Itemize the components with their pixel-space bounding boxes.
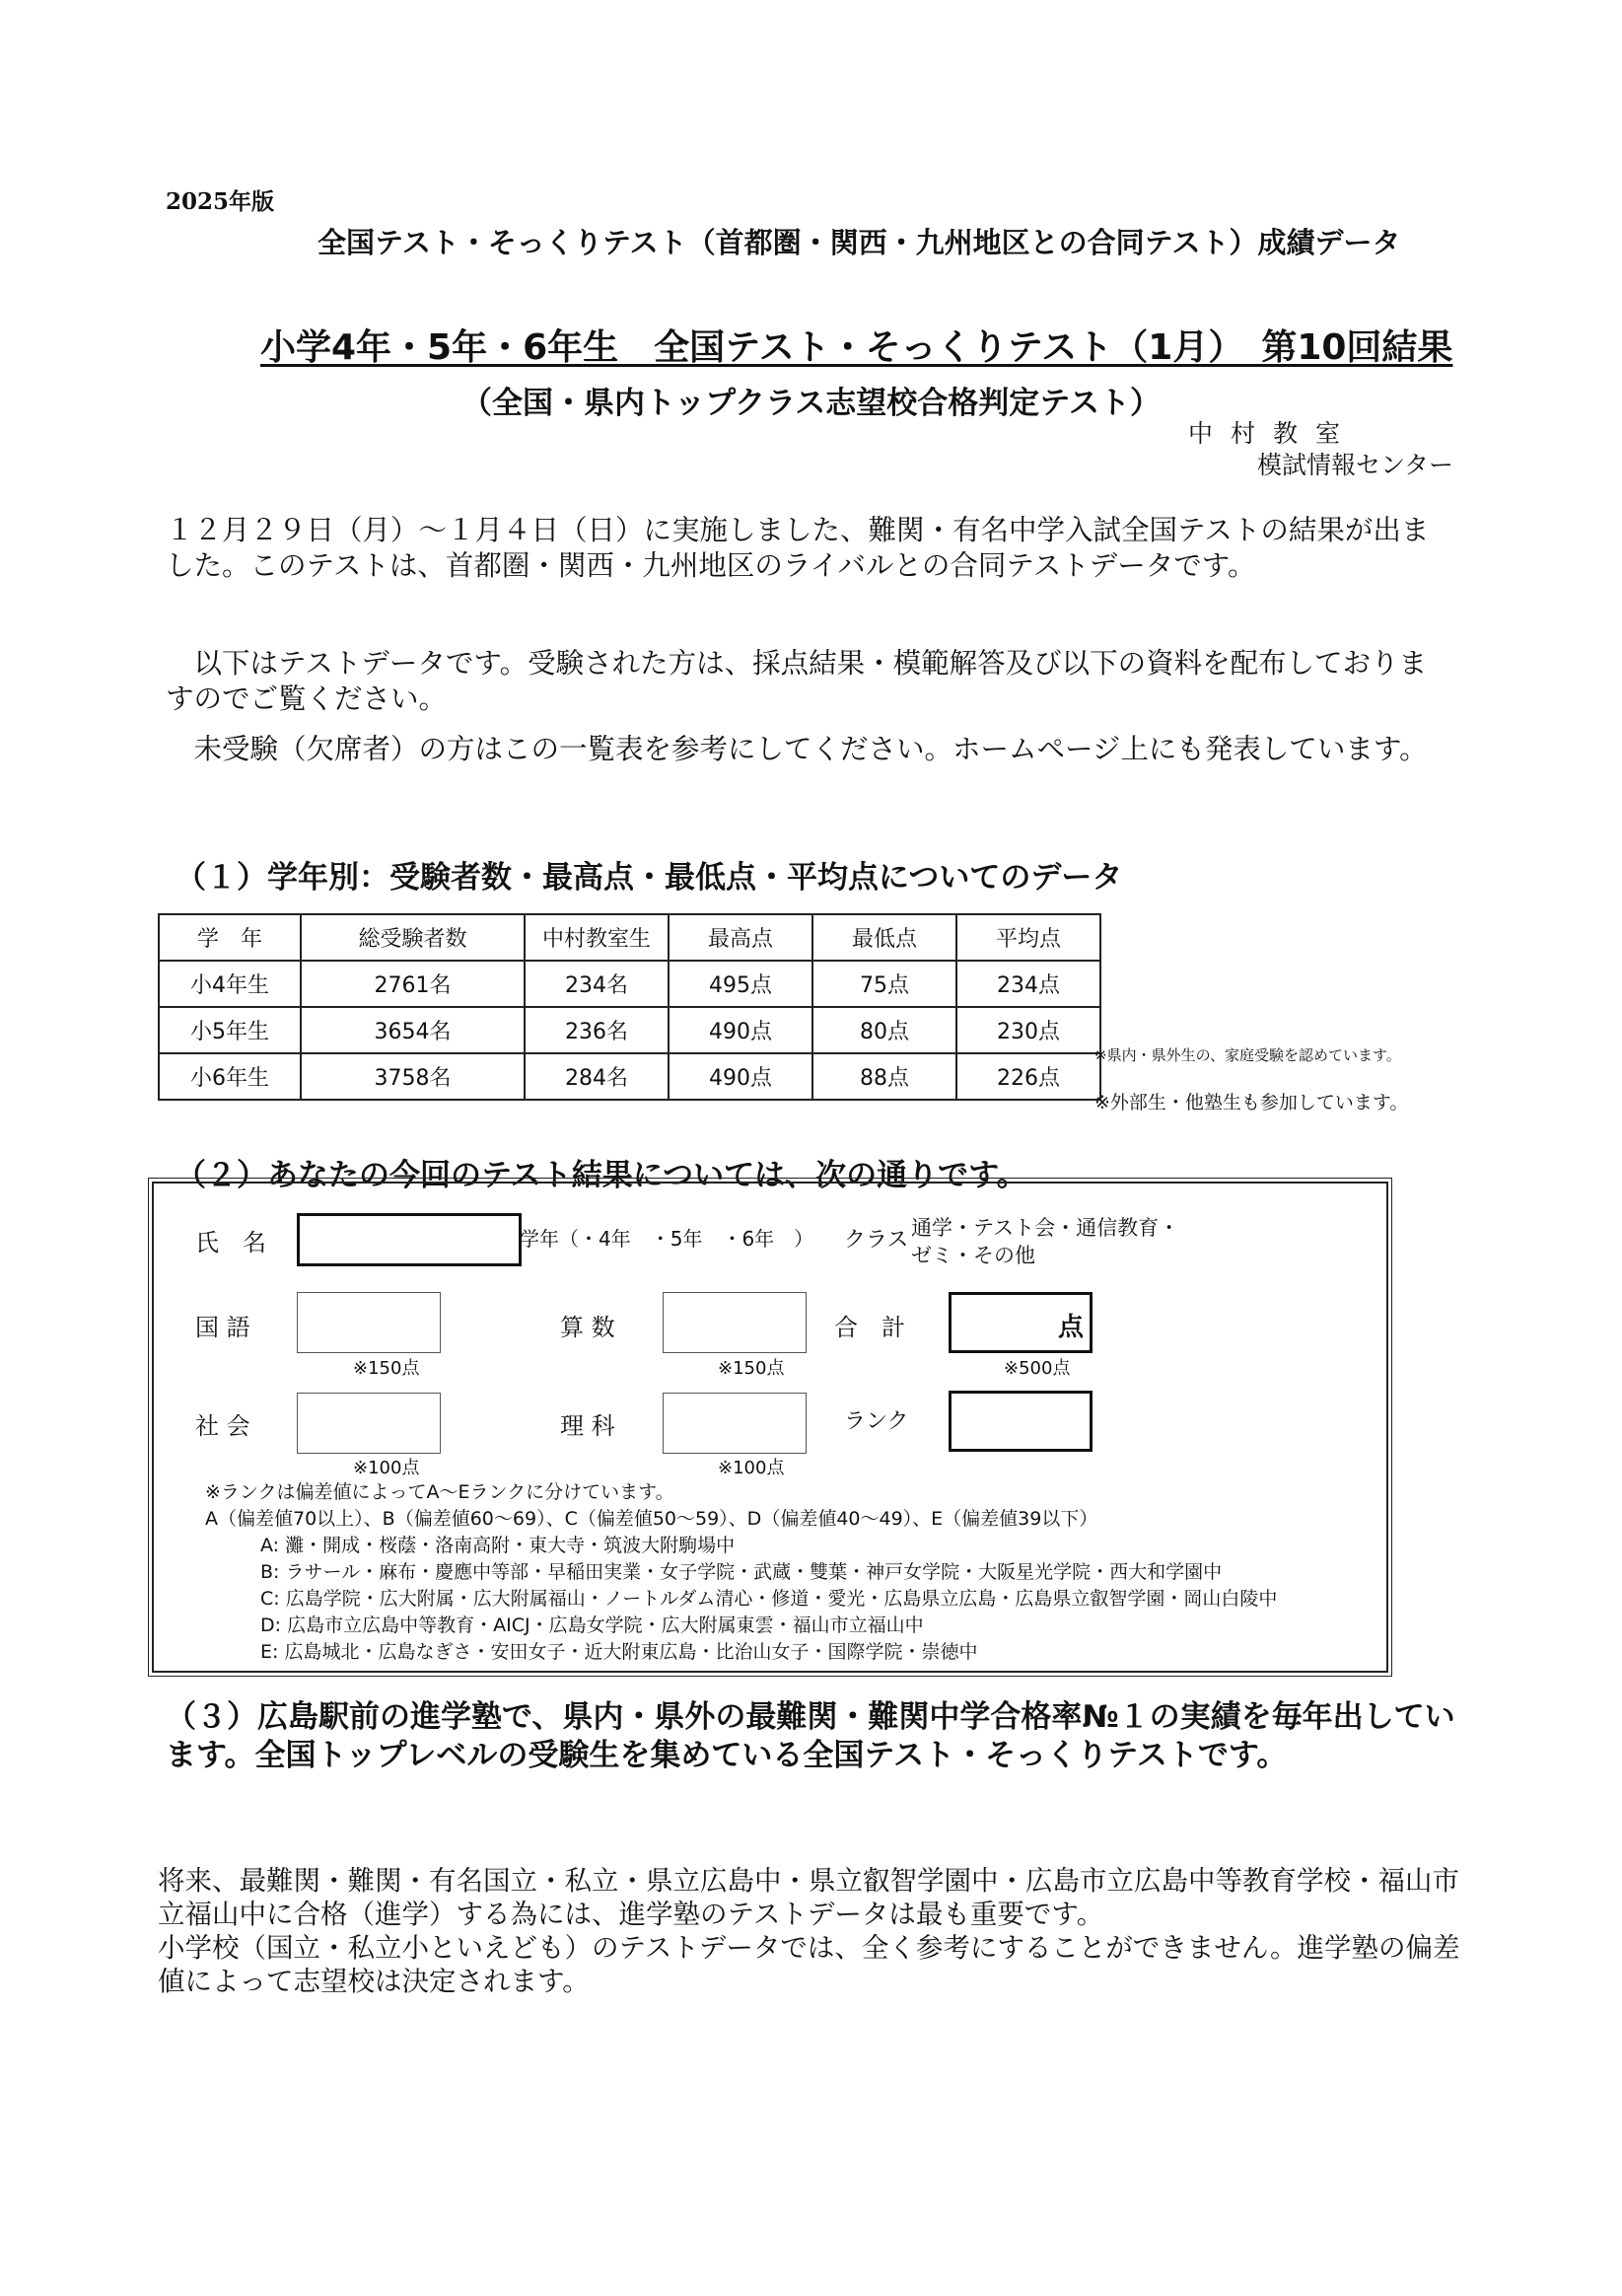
table-cell: 284名 (525, 1053, 669, 1100)
rank-b-row (260, 1557, 1222, 1584)
table-cell: 234名 (525, 961, 669, 1007)
science-max: ※100点 (718, 1458, 785, 1478)
table-cell: 75点 (812, 961, 956, 1007)
table-cell: 234点 (956, 961, 1100, 1007)
total-unit: 点 (1057, 1313, 1084, 1342)
table-cell: 80点 (812, 1007, 956, 1053)
rank-label: ランク (844, 1409, 909, 1434)
column-header: 総受験者数 (301, 914, 525, 961)
table-cell: 小5年生 (159, 1007, 301, 1053)
name-label: 氏 名 (195, 1229, 266, 1256)
intro-paragraph-1: １２月２９日（月）～１月４日（日）に実施しました、難関・有名中学入試全国テストの結果が出ました。このテストは、首都圏・関西・九州地区のライバルとの合同テストデータです。 (166, 514, 1430, 582)
social-score-field[interactable] (297, 1393, 441, 1454)
table-row (159, 961, 1100, 1007)
page-title: 小学4年・5年・6年生 全国テスト・そっくりテスト（1月） 第10回結果 (260, 327, 1453, 368)
closing-paragraph-2: 小学校（国立・私立小といえども）のテストデータでは、全く参考にすることができません。進学塾の偏差値によって志望校は決定されます。 (158, 1932, 1460, 1997)
stats-table (158, 913, 1101, 1101)
table-cell: 3654名 (301, 1007, 525, 1053)
table-note-home-exam: ※県内・県外生の、家庭受験を認めています。 (1094, 1046, 1401, 1064)
rank-key: D: (260, 1614, 282, 1636)
table-cell: 小4年生 (159, 961, 301, 1007)
table-row (159, 1007, 1100, 1053)
column-header: 平均点 (956, 914, 1100, 961)
rank-e-row (260, 1637, 977, 1664)
table-cell: 230点 (956, 1007, 1100, 1053)
rank-field[interactable] (949, 1391, 1093, 1452)
table-cell: 490点 (669, 1053, 812, 1100)
section2-heading: （２）あなたの今回のテスト結果については、次の通りです。 (176, 1158, 1027, 1193)
section1-heading: （１）学年別：受験者数・最高点・最低点・平均点についてのデータ (176, 860, 1123, 896)
table-cell: 2761名 (301, 961, 525, 1007)
rank-d-row (260, 1611, 924, 1637)
table-cell: 495点 (669, 961, 812, 1007)
rank-key: A: (260, 1535, 280, 1556)
header-subtitle: 全国テスト・そっくりテスト（首都圏・関西・九州地区との合同テスト）成績データ (317, 226, 1401, 259)
table-cell: 3758名 (301, 1053, 525, 1100)
total-label: 合 計 (834, 1314, 905, 1341)
japanese-score-field[interactable] (297, 1292, 441, 1353)
rank-key: C: (260, 1588, 280, 1610)
class-options-line-1: 通学・テスト会・通信教育・ (911, 1216, 1180, 1240)
science-score-field[interactable] (663, 1393, 807, 1454)
japanese-max: ※150点 (353, 1358, 420, 1379)
result-form (152, 1182, 1388, 1673)
column-header: 最低点 (812, 914, 956, 961)
rank-schools: 広島城北・広島なぎさ・安田女子・近大附東広島・比治山女子・国際学院・崇徳中 (284, 1641, 978, 1663)
organization-department: 模試情報センター (1257, 451, 1454, 479)
rank-ranges: A（偏差値70以上）、B（偏差値60～69）、C（偏差値50～59）、D（偏差値40～49）、E（偏差値39以下） (205, 1508, 1098, 1530)
name-field[interactable] (297, 1213, 522, 1266)
social-label: 社 会 (195, 1412, 250, 1440)
column-header: 中村教室生 (525, 914, 669, 961)
column-header: 最高点 (669, 914, 812, 961)
rank-schools: 広島学院・広大附属・広大附属福山・ノートルダム清心・修道・愛光・広島県立広島・広島県立叡智学園・岡山白陵中 (285, 1588, 1278, 1610)
class-options-line-2: ゼミ・その他 (911, 1244, 1035, 1267)
organization-name: 中村教室 (1188, 419, 1359, 448)
japanese-label: 国 語 (195, 1314, 250, 1341)
science-label: 理 科 (560, 1412, 615, 1440)
math-label: 算 数 (560, 1314, 615, 1341)
table-note-external: ※外部生・他塾生も参加しています。 (1094, 1092, 1409, 1113)
rank-a-row (260, 1531, 735, 1557)
table-header-row (159, 914, 1100, 961)
rank-key: E: (260, 1641, 279, 1663)
class-label: クラス (844, 1228, 909, 1253)
table-cell: 226点 (956, 1053, 1100, 1100)
column-header: 学 年 (159, 914, 301, 961)
math-max: ※150点 (718, 1358, 785, 1379)
rank-c-row (260, 1584, 1277, 1611)
total-score-field[interactable] (949, 1292, 1093, 1353)
closing-text (158, 1864, 1479, 1998)
table-cell: 490点 (669, 1007, 812, 1053)
social-max: ※100点 (353, 1458, 420, 1478)
page-subtitle: （全国・県内トップクラス志望校合格判定テスト） (461, 386, 1161, 421)
rank-key: B: (260, 1561, 280, 1583)
total-max: ※500点 (1004, 1358, 1071, 1379)
closing-paragraph-1: 将来、最難関・難関・有名国立・私立・県立広島中・県立叡智学園中・広島市立広島中等教育学校・福山市立福山中に合格（進学）する為には、進学塾のテストデータは最も重要です。 (158, 1865, 1459, 1930)
edition-label: 2025年版 (166, 188, 275, 215)
intro-paragraph-2: 以下はテストデータです。受験された方は、採点結果・模範解答及び以下の資料を配布しておりますのでご覧ください。 (166, 647, 1428, 715)
rank-schools: ラサール・麻布・慶應中等部・早稲田実業・女子学院・武蔵・雙葉・神戸女学院・大阪星光学院・西大和学園中 (285, 1561, 1223, 1583)
table-cell: 小6年生 (159, 1053, 301, 1100)
table-cell: 236名 (525, 1007, 669, 1053)
section3-statement: （３）広島駅前の進学塾で、県内・県外の最難関・難関中学合格率№１の実績を毎年出しています。全国トップレベルの受験生を集めている全国テスト・そっくりテストです。 (166, 1699, 1455, 1773)
table-row (159, 1053, 1100, 1100)
rank-schools: 灘・開成・桜蔭・洛南高附・東大寺・筑波大附駒場中 (285, 1535, 736, 1556)
intro-paragraph-3: 未受験（欠席者）の方はこの一覧表を参考にしてください。ホームページ上にも発表しています。 (166, 733, 1428, 765)
table-cell: 88点 (812, 1053, 956, 1100)
grade-label: 学年（・4年 ・5年 ・6年 ） (520, 1227, 814, 1251)
rank-schools: 広島市立広島中等教育・AICJ・広島女学院・広大附属東雲・福山市立福山中 (287, 1614, 924, 1636)
rank-note: ※ランクは偏差値によってA～Eランクに分けています。 (205, 1481, 674, 1503)
math-score-field[interactable] (663, 1292, 807, 1353)
